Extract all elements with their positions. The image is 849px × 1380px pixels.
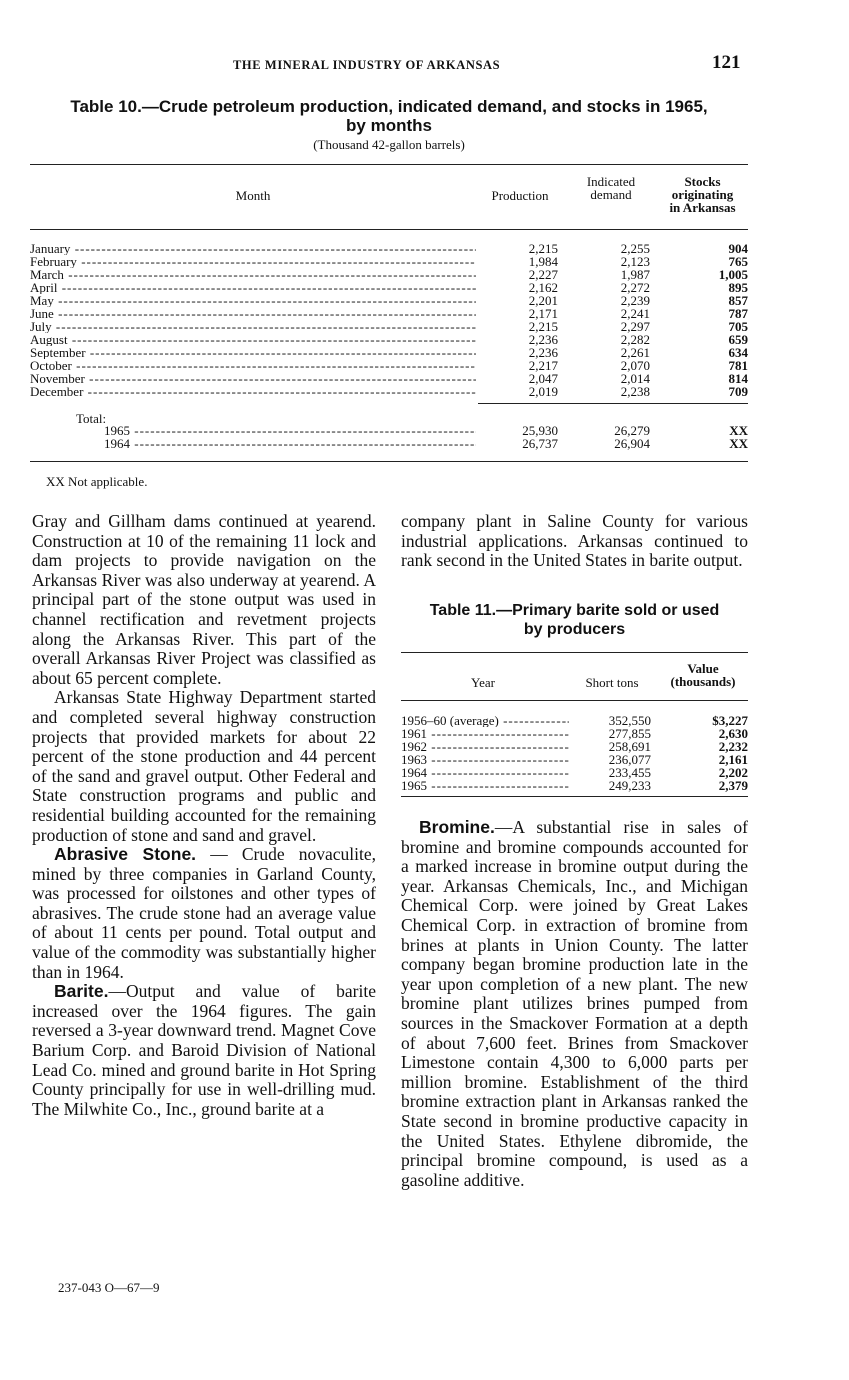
total-year-label: 1964 -----: [104, 437, 476, 450]
stocks-header-line1: Stocks: [684, 174, 721, 189]
month-label: October -----: [30, 359, 476, 372]
table-row: [401, 740, 748, 753]
paragraph-abrasive-stone: [32, 845, 376, 982]
month-label: March -----: [30, 268, 476, 281]
demand-cell: 2,123: [620, 254, 650, 269]
month-label: September -----: [30, 346, 476, 359]
demand-cell: 1,987: [620, 267, 650, 282]
production-cell: 25,930: [522, 423, 558, 438]
month-label: November -----: [30, 372, 476, 385]
production-cell: 2,171: [528, 306, 558, 321]
barite-heading: Barite.: [54, 981, 109, 1002]
value-header-line1: Value: [687, 661, 719, 676]
stocks-cell: 765: [728, 254, 748, 269]
table10-header-stocks: [655, 175, 750, 214]
table10-top-rule: [30, 164, 748, 165]
demand-cell: 2,297: [620, 319, 650, 334]
production-cell: 26,737: [522, 436, 558, 451]
year-label: 1965 -----: [401, 779, 569, 792]
table10-title: [30, 97, 748, 135]
month-label: August -----: [30, 333, 476, 346]
stocks-cell: XX: [729, 423, 748, 438]
table10-title-line2: by months: [346, 116, 432, 135]
table11-header-year: Year: [471, 675, 495, 690]
month-label: June -----: [30, 307, 476, 320]
page-header: [0, 52, 849, 76]
table10-bottom-rule: [30, 461, 748, 462]
demand-header-line2: demand: [590, 187, 632, 202]
tons-cell: 233,455: [608, 765, 651, 780]
value-cell: 2,630: [718, 726, 748, 741]
stocks-cell: 857: [728, 293, 748, 308]
demand-cell: 2,241: [620, 306, 650, 321]
demand-cell: 2,261: [620, 345, 650, 360]
value-cell: 2,161: [718, 752, 748, 767]
year-label: 1964 -----: [401, 766, 569, 779]
table11-bottom-rule: [401, 796, 748, 797]
table10-unit: (Thousand 42-gallon barrels): [313, 137, 465, 152]
production-cell: 2,236: [528, 345, 558, 360]
paragraph-highway: Arkansas State Highway Department started and completed several highway construction projects that provided markets for about 22 percent of the stone production and 44 percent of the sand and gravel output. Other Federal and State construction programs and public and residential building accounted for the remaining production of stone and sand and gravel.: [32, 687, 376, 845]
table11-header-tons: Short tons: [585, 675, 639, 690]
table-row: [401, 727, 748, 740]
production-cell: 2,236: [528, 332, 558, 347]
abrasive-stone-heading: Abrasive Stone.: [54, 844, 197, 865]
stocks-cell: 709: [728, 384, 748, 399]
paragraph-barite-continued: company plant in Saline County for various industrial applications. Arkansas continued to rank second in the United States in barite output.: [401, 511, 748, 571]
table11-title-line1: Table 11.—Primary barite sold or used: [429, 602, 720, 619]
tons-cell: 249,233: [608, 778, 651, 793]
barite-body: —Output and value of barite increased over the 1964 figures. The gain reversed a 3-year downward trend. Magnet Cove Barium Corp. and Baroid Division of National Lead Co. mined and ground barite in Hot Spring County principally for use in well-drilling mud. The Milwhite Co., Inc., ground barite at a: [32, 981, 376, 1119]
stocks-cell: 781: [728, 358, 748, 373]
table11-title: [401, 601, 748, 639]
stocks-cell: 895: [728, 280, 748, 295]
bromine-heading: Bromine.: [419, 817, 495, 837]
demand-cell: 2,272: [620, 280, 650, 295]
month-label: January -----: [30, 242, 476, 255]
year-label: 1962 -----: [401, 740, 569, 753]
table10-sum-rule: [478, 403, 748, 404]
stocks-cell: 634: [728, 345, 748, 360]
table-row: [30, 385, 748, 398]
demand-cell: 2,239: [620, 293, 650, 308]
demand-cell: 26,904: [614, 436, 650, 451]
demand-header-line1: Indicated: [586, 174, 636, 189]
stocks-cell: 814: [728, 371, 748, 386]
value-header-line2: (thousands): [670, 674, 736, 689]
month-label: May -----: [30, 294, 476, 307]
total-year-label: 1965 -----: [104, 424, 476, 437]
demand-cell: 2,014: [620, 371, 650, 386]
production-cell: 2,162: [528, 280, 558, 295]
left-column: [32, 512, 376, 1119]
running-title: THE MINERAL INDUSTRY OF ARKANSAS: [233, 58, 501, 72]
stocks-cell: 787: [728, 306, 748, 321]
production-cell: 2,227: [528, 267, 558, 282]
year-label: 1961 -----: [401, 727, 569, 740]
year-label: 1956–60 (average) -----: [401, 714, 569, 727]
production-cell: 2,217: [528, 358, 558, 373]
year-label: 1963 -----: [401, 753, 569, 766]
month-label: April -----: [30, 281, 476, 294]
table11-title-line2: by producers: [523, 621, 626, 638]
value-cell: 2,202: [718, 765, 748, 780]
value-cell: 2,232: [718, 739, 748, 754]
demand-cell: 26,279: [614, 423, 650, 438]
table-row: [401, 714, 748, 727]
demand-cell: 2,282: [620, 332, 650, 347]
production-cell: 2,019: [528, 384, 558, 399]
tons-cell: 277,855: [608, 726, 651, 741]
production-cell: 2,215: [528, 319, 558, 334]
month-label: February -----: [30, 255, 476, 268]
paragraph-barite: [32, 982, 376, 1119]
table10-total-label: Total:: [76, 411, 107, 426]
table10-header-demand: [572, 175, 650, 201]
demand-cell: 2,238: [620, 384, 650, 399]
table-row: [30, 437, 748, 450]
table10-header-rule: [30, 229, 748, 230]
demand-cell: 2,255: [620, 241, 650, 256]
production-cell: 2,201: [528, 293, 558, 308]
stocks-header-line2: originating: [671, 187, 734, 202]
demand-cell: 2,070: [620, 358, 650, 373]
table-row: [401, 766, 748, 779]
stocks-cell: 705: [728, 319, 748, 334]
value-cell: 2,379: [718, 778, 748, 793]
table-row: [401, 753, 748, 766]
table10-header-month: Month: [235, 188, 271, 203]
tons-cell: 236,077: [608, 752, 651, 767]
production-cell: 2,215: [528, 241, 558, 256]
right-column-bottom: [401, 818, 748, 1190]
table11-header-value: [658, 662, 748, 688]
footer-print-code: 237-043 O—67—9: [58, 1280, 160, 1295]
tons-cell: 352,550: [608, 713, 651, 728]
paragraph-dams: Gray and Gillham dams continued at yearend. Construction at 10 of the remaining 11 lock and dam projects to provide navigation on the Arkansas River was also underway at yearend. A principal part of the stone output was used in channel rectification and revetment projects along the Arkansas River. This part of the overall Arkansas River Project was classified as about 65 percent complete.: [32, 511, 376, 688]
table11-top-rule: [401, 652, 748, 653]
stocks-cell: 1,005: [718, 267, 748, 282]
production-cell: 2,047: [528, 371, 558, 386]
table-row: [401, 779, 748, 792]
stocks-cell: 904: [728, 241, 748, 256]
bromine-body: —A substantial rise in sales of bromine and bromine compounds accounted for a marked increase in bromine output during the year. Arkansas Chemicals, Inc., and Michigan Chemical Corp. were joined by Great Lakes Chemical Corp. in extraction of bromine from brines at plants in Union County. The latter company began bromine production late in the year upon completion of a new plant. The new bromine plant utilizes brines pumped from sources in the Smackover Formation at a depth of about 7,600 feet. Brines from Smackover Limestone contain 4,300 to 6,000 parts per million bromine. Establishment of the third bromine extraction plant in Arkansas ranked the State second in bromine productive capacity in the United States. Ethylene dibromide, the principal bromine compound, is used as a gasoline additive.: [401, 817, 748, 1190]
table10-title-line1: Table 10.—Crude petroleum production, indicated demand, and stocks in 1965,: [70, 97, 708, 116]
abrasive-stone-body: — Crude novaculite, mined by three companies in Garland County, was processed for oilstones and other types of abrasives. The crude stone had an average value of about 11 cents per pound. Total output and value of the commodity was substantially higher than in 1964.: [32, 844, 376, 982]
page-number: 121: [712, 52, 741, 73]
month-label: December -----: [30, 385, 476, 398]
production-cell: 1,984: [528, 254, 558, 269]
stocks-cell: XX: [729, 436, 748, 451]
stocks-cell: 659: [728, 332, 748, 347]
table10-footnote: XX Not applicable.: [46, 474, 148, 489]
table10-header-production: Production: [491, 188, 549, 203]
month-label: July -----: [30, 320, 476, 333]
stocks-header-line3: in Arkansas: [669, 200, 736, 215]
right-column-top: [401, 512, 748, 571]
value-cell: $3,227: [712, 713, 748, 728]
table11-header-rule: [401, 700, 748, 701]
paragraph-bromine: [401, 818, 748, 1190]
tons-cell: 258,691: [608, 739, 651, 754]
